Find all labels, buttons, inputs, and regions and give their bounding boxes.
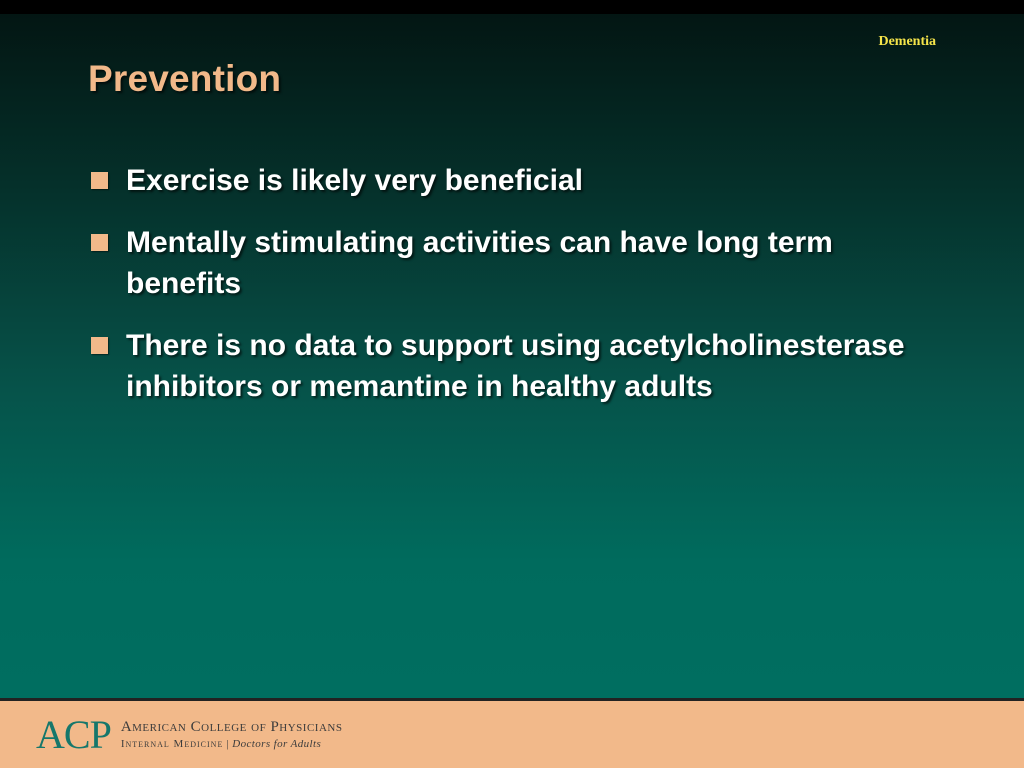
acp-logo <box>36 712 343 757</box>
slide-title: Prevention <box>88 58 282 99</box>
bullet-text: Exercise is likely very beneficial <box>126 164 583 197</box>
logo-text <box>121 718 343 752</box>
tagline-caps: Internal Medicine <box>120 738 224 750</box>
top-bar <box>0 0 1024 14</box>
org-name: American College of Physicians <box>120 719 343 735</box>
square-bullet-icon <box>91 172 108 189</box>
bullet-list <box>88 160 948 428</box>
bullet-item <box>88 325 948 407</box>
logo-mark: ACP <box>36 712 111 757</box>
bullet-item <box>88 160 948 201</box>
tagline-separator: | <box>226 738 230 750</box>
org-tagline <box>121 736 343 752</box>
bullet-text: There is no data to support using acetylcholinesterase inhibitors or memantine in healthy adults <box>126 329 905 403</box>
square-bullet-icon <box>91 234 108 251</box>
bullet-item <box>88 222 948 304</box>
tagline-italic: Doctors for Adults <box>232 738 322 750</box>
section-label: Dementia <box>878 34 936 49</box>
bullet-text: Mentally stimulating activities can have long term benefits <box>126 226 833 300</box>
square-bullet-icon <box>91 337 108 354</box>
footer <box>0 701 1024 768</box>
